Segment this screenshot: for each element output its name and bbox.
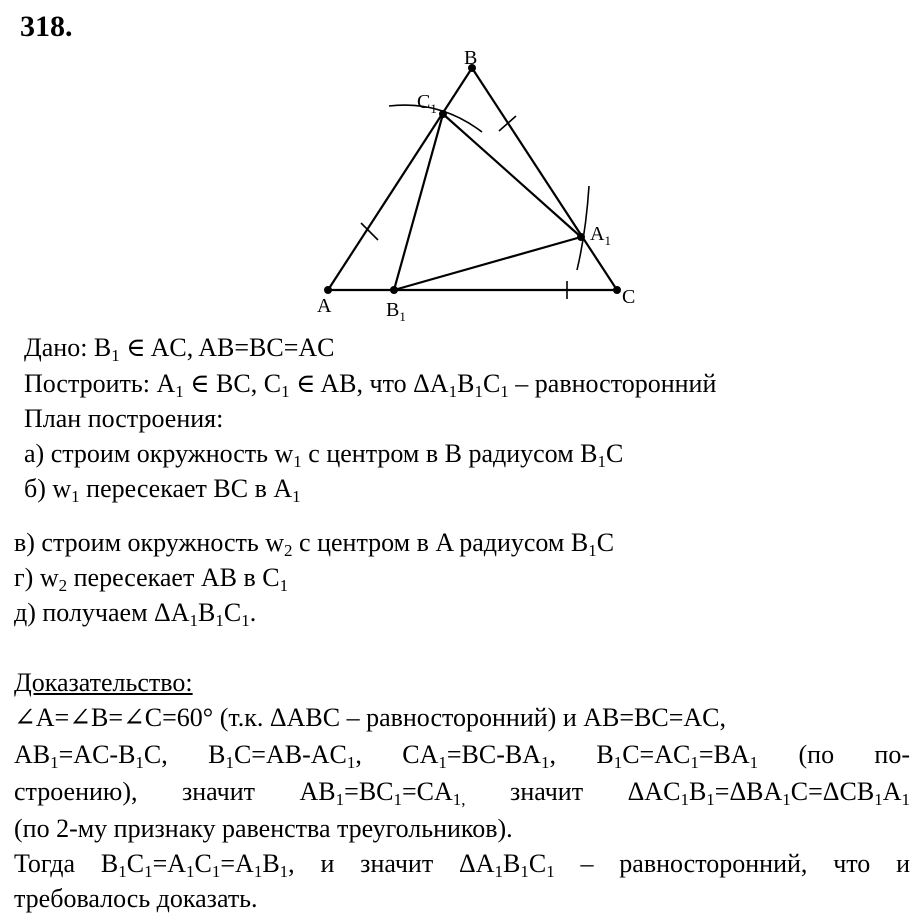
step-a: а) строим окружность $w_1$ с центром в B радиусом $B_1C$ <box>24 439 624 471</box>
proof-line-2: $AB_1=AC-B_1C$, $B_1C=AB-AC_1$, $CA_1=BC-BA_1$, $B_1C=AC_1=BA_1$ (по по- <box>14 740 911 772</box>
arc-w1 <box>577 186 589 270</box>
step-d: д) получаем $\Delta A_1B_1C_1$. <box>14 598 257 630</box>
label-c: C <box>622 286 636 308</box>
segment-b1c1 <box>394 114 443 290</box>
point-a1 <box>577 233 585 241</box>
segment-b1a1 <box>394 237 581 290</box>
step-g: г) $w_2$ пересекает AB в $C_1$ <box>14 563 289 595</box>
point-c1 <box>439 110 447 118</box>
label-c1: $C_1$ <box>417 91 437 116</box>
problem-number: 318. <box>20 10 73 43</box>
given-line: Дано: $B_1$ ∈ AC, AB=BC=AC <box>24 333 335 365</box>
side-bc <box>472 68 617 290</box>
step-b: б) $w_1$ пересекает BC в $A_1$ <box>24 474 301 506</box>
construct-line: Построить: $A_1$ ∈ BC, $C_1$ ∈ AB, что $\Delta A_1B_1C_1$ – равносторонний <box>24 369 717 401</box>
proof-line-4: (по 2-му признаку равенства треугольников). <box>14 814 513 843</box>
proof-title: Доказательство: <box>14 668 193 697</box>
plan-title: План построения: <box>24 404 224 433</box>
step-v: в) строим окружность $w_2$ с центром в A радиусом $B_1C$ <box>14 528 615 560</box>
label-b: B <box>464 47 478 69</box>
segment-c1a1 <box>443 114 581 237</box>
point-c <box>613 286 621 294</box>
tick-bc <box>499 116 516 131</box>
proof-line-5: Тогда $B_1C_1=A_1C_1=A_1B_1$, и значит $\Delta A_1B_1C_1$ – равносторонний, что и <box>14 849 911 881</box>
point-b1 <box>390 286 398 294</box>
proof-line-1: ∠A=∠B=∠C=60° (т.к. ΔABC – равносторонний) и AB=BC=AC, <box>14 703 726 732</box>
proof-line-6: требовалось доказать. <box>14 884 258 913</box>
geometry-figure <box>0 0 919 340</box>
proof-line-3: строению), значит $AB_1=BC_1=CA_{1,}$ значит $\Delta AC_1B_1=\Delta BA_1C=\Delta CB_1A_1$ <box>14 777 910 809</box>
label-a1: $A_1$ <box>590 223 611 248</box>
point-a <box>324 286 332 294</box>
label-b1: $B_1$ <box>386 299 406 324</box>
side-ab <box>328 68 472 290</box>
label-a: A <box>317 295 332 317</box>
